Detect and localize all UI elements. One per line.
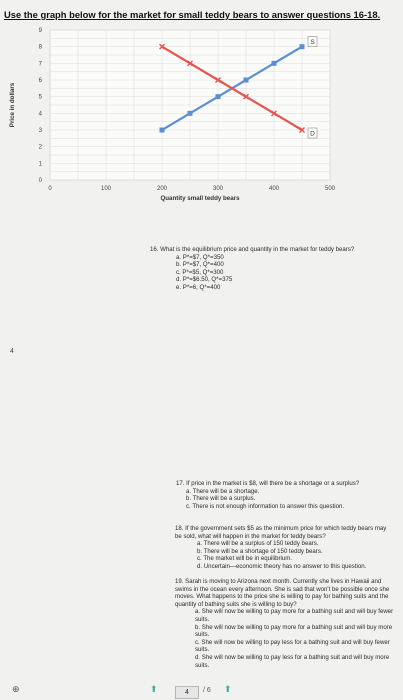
series-label-S: S [310, 39, 315, 47]
x-tick-label: 200 [156, 186, 168, 192]
y-tick-label: 5 [38, 94, 42, 101]
question-stem: 17. If price in the market is $8, will there be a shortage or a surplus? [176, 480, 360, 487]
answer-option[interactable]: b. There will be a surplus. [186, 495, 256, 503]
series-label-D: D [310, 130, 315, 138]
answer-option[interactable]: c. There is not enough information to answer this question. [186, 502, 345, 510]
question-stem: 19. Sarah is moving to Arizona next month. Currently she lives in Hawaii and swims in the ocean every afternoon. She is sad that won't be possible once she moves. What happens to the price she is willing to pay for bathing suits and the quantity of bathing suits she is willing to buy? [175, 578, 390, 608]
supply-demand-chart [0, 18, 403, 228]
y-tick-label: 0 [38, 178, 42, 184]
x-tick-label: 0 [48, 186, 52, 192]
y-tick-label: 3 [38, 128, 42, 134]
x-tick-label: 500 [324, 186, 336, 192]
crosshair-icon[interactable]: ⊕ [12, 684, 20, 694]
series-point-S [244, 78, 249, 83]
question-18 [175, 525, 390, 571]
series-point-S [300, 44, 305, 49]
y-tick-label: 6 [38, 78, 42, 84]
answer-option[interactable]: c. She will now be willing to pay less for a bathing suit and will buy fewer suits. [195, 638, 390, 654]
page-total: / 6 [203, 687, 211, 694]
question-17 [176, 480, 396, 510]
y-tick-label: 9 [38, 28, 42, 34]
answer-option[interactable]: b. P*=$7, Q*=400 [176, 261, 224, 269]
y-tick-label: 1 [38, 161, 42, 168]
y-axis-label: Price in dollars [9, 82, 16, 128]
answer-option[interactable]: a. P*=$7, Q*=350 [176, 253, 224, 261]
answer-option[interactable]: d. Uncertain—economic theory has no answer to this question. [197, 562, 367, 570]
series-point-S [216, 94, 221, 99]
x-tick-label: 100 [100, 186, 112, 192]
y-tick-label: 8 [38, 44, 42, 51]
answer-option[interactable]: d. P*=$6.50, Q*=375 [176, 276, 233, 284]
question-19 [175, 578, 395, 669]
side-number: 4 [10, 348, 14, 355]
series-point-S [160, 128, 165, 133]
answer-option[interactable]: c. The market will be in equilibrium. [197, 555, 293, 563]
x-tick-label: 400 [268, 186, 280, 192]
page-heading: Use the graph below for the market for small teddy bears to answer questions 16-18. [4, 9, 381, 20]
answer-option[interactable]: a. She will now be willing to pay more for a bathing suit and will buy fewer suits. [195, 608, 394, 623]
page-footer [0, 683, 403, 700]
answer-option[interactable]: c. P*=$5, Q*=300 [176, 268, 224, 276]
page-number-box[interactable]: 4 [175, 686, 199, 699]
arrow-up-icon[interactable]: ⬆ [150, 684, 158, 694]
answer-option[interactable]: a. There will be a surplus of 150 teddy bears. [197, 540, 319, 548]
answer-option[interactable]: b. There will be a shortage of 150 teddy bears. [197, 547, 323, 555]
question-stem: 18. If the government sets $5 as the minimum price for which teddy bears may be sold, what will happen in the market for teddy bears? [175, 525, 387, 540]
answer-option[interactable]: d. She will now be willing to pay less for a bathing suit and will buy more suits. [195, 653, 390, 669]
y-tick-label: 2 [38, 144, 42, 151]
x-axis-label: Quantity small teddy bears [160, 195, 240, 202]
y-tick-label: 7 [38, 61, 42, 68]
x-tick-label: 300 [212, 186, 224, 192]
y-tick-label: 4 [38, 111, 42, 118]
answer-option[interactable]: e. P*=6, Q*=400 [176, 283, 221, 291]
series-point-S [272, 61, 277, 66]
series-point-S [188, 111, 193, 116]
question-16 [150, 246, 400, 292]
answer-option[interactable]: a. There will be a shortage. [186, 487, 260, 495]
question-stem: 16. What is the equilibrium price and quantity in the market for teddy bears? [150, 246, 355, 253]
answer-option[interactable]: b. She will now be willing to pay more for a bathing suit and will buy more suits. [195, 623, 393, 639]
arrow-up-right-icon[interactable]: ⬆ [224, 684, 232, 694]
